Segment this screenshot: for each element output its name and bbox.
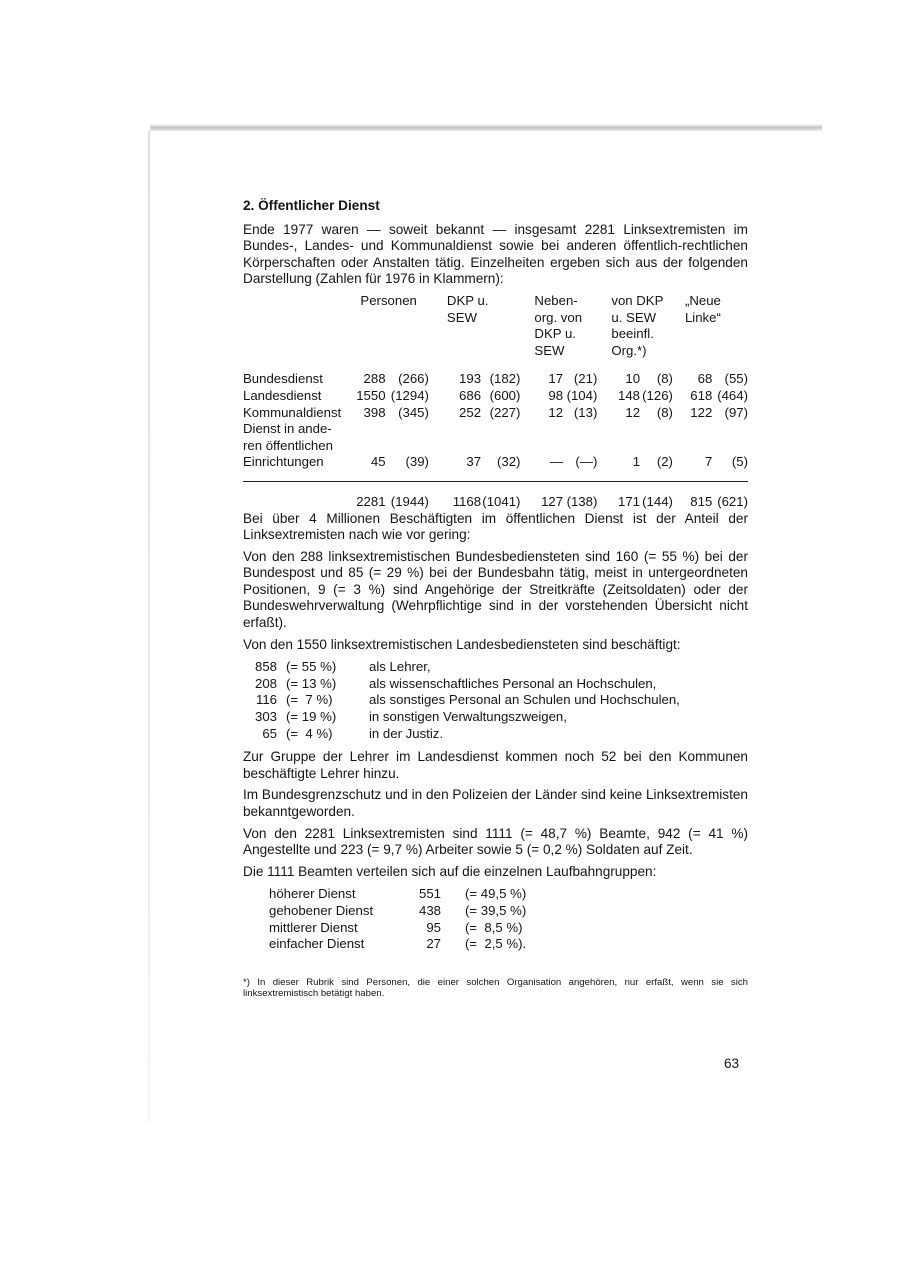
cell-prior-year: (8) <box>656 404 673 420</box>
spacer <box>441 903 465 920</box>
cell-prior-year: (1944) <box>386 481 429 510</box>
column-header <box>597 293 673 371</box>
career-group: höherer Dienst <box>269 886 356 902</box>
row-label-line: Landesdienst <box>243 387 322 403</box>
row-label-line: Bundesdienst <box>243 371 323 387</box>
cell-prior-year: (39) <box>405 454 429 470</box>
list-item <box>243 676 723 693</box>
row-label-line: Kommunaldienst <box>243 404 342 420</box>
scan-left-edge <box>148 131 150 1121</box>
cell-prior-year: (13) <box>573 404 598 420</box>
percentage: (= 13 %) <box>286 675 337 691</box>
cell-prior-year: (1041) <box>481 481 520 510</box>
percentage: (= 49,5 %) <box>465 886 527 902</box>
row-label <box>243 388 350 405</box>
list-item <box>243 709 723 726</box>
table-corner <box>243 293 350 371</box>
count: 95 <box>426 919 441 935</box>
table-row <box>243 421 748 471</box>
header-line: Neben- <box>534 292 578 308</box>
cell-prior-year: (345) <box>398 404 429 420</box>
count: 208 <box>254 675 277 691</box>
header-line: beeinfl. <box>611 326 654 342</box>
description: in sonstigen Verwaltungszweigen, <box>369 709 567 725</box>
row-label <box>243 421 350 471</box>
description: als sonstiges Personal an Schulen und Hochschulen, <box>369 692 680 708</box>
table-row <box>243 371 748 388</box>
table-row <box>243 388 748 405</box>
row-label-line: Dienst in ande- <box>243 421 332 437</box>
cell-value: 17 <box>548 371 564 387</box>
cell-prior-year: (144) <box>640 481 673 510</box>
cell-value: 1 <box>632 454 641 470</box>
cell-value: 68 <box>697 371 713 387</box>
percentage: (= 2,5 %). <box>465 936 527 952</box>
career-group: mittlerer Dienst <box>269 919 358 935</box>
cell-prior-year: (227) <box>489 404 521 420</box>
table-row <box>243 405 748 422</box>
cell-value: 10 <box>625 371 641 387</box>
list-item <box>269 886 526 903</box>
cell-value: 398 <box>363 404 386 420</box>
header-line: Personen <box>360 292 417 308</box>
list-item <box>269 920 526 937</box>
cell-value: 252 <box>459 404 482 420</box>
paragraph-federal: Von den 288 linksextremistischen Bundesbediensteten sind 160 (= 55 %) bei der Bundespost und 85 (= 29 %) bei der Bundesbahn tätig, meist in untergeordneten Positionen, 9 (= 3 %) sind Angehörige der Streitkräfte (Zeitsoldaten) oder der Bundeswehrverwaltung (Wehrpflichtige sind in der vorstehenden Übersicht nicht erfaßt). <box>243 548 748 631</box>
column-header <box>350 293 429 371</box>
column-header <box>520 293 597 371</box>
percentage: (= 8,5 %) <box>465 919 523 935</box>
cell-value: 686 <box>459 387 482 403</box>
cell-value: 1168 <box>429 481 481 510</box>
paragraph-career-intro: Die 1111 Beamten verteilen sich auf die einzelnen Laufbahngruppen: <box>243 863 657 879</box>
career-group: gehobener Dienst <box>269 902 374 918</box>
cell-prior-year: (621) <box>712 481 748 510</box>
cell-prior-year: (2) <box>656 454 673 470</box>
cell-prior-year: (8) <box>656 371 673 387</box>
list-item <box>243 659 723 676</box>
cell-prior-year: (182) <box>489 371 521 387</box>
spacer <box>441 936 465 953</box>
header-line: „Neue <box>684 292 721 308</box>
cell-value: — <box>549 454 564 470</box>
cell-prior-year: (104) <box>566 387 598 403</box>
cell-value: 37 <box>466 454 482 470</box>
intro-paragraph: Ende 1977 waren — soweit bekannt — insgesamt 2281 Linksextremisten im Bundes-, Landes- und Kommunaldienst sowie bei anderen öffentlich-rechtlichen Körperschaften oder Anstalten tätig. Einzelheiten ergeben sich aus der folgenden Darstellung (Zahlen für 1976 in Klammern): <box>243 221 748 287</box>
cell-prior-year: (266) <box>398 371 429 387</box>
column-header <box>673 293 748 371</box>
percentage: (= 55 %) <box>286 659 337 675</box>
cell-value: 7 <box>704 454 713 470</box>
cell-value: 1550 <box>356 387 386 403</box>
page-content <box>243 198 748 1000</box>
list-item <box>243 692 723 709</box>
cell-prior-year: (126) <box>642 387 673 403</box>
footnote: *) In dieser Rubrik sind Personen, die einer solchen Organisation angehören, nur erfaßt, wenn sie sich linksextremistisch betätigt haben. <box>243 976 748 1000</box>
row-label-line: Einrichtungen <box>243 454 324 470</box>
count: 438 <box>418 902 441 918</box>
count: 65 <box>262 725 277 741</box>
cell-prior-year: (464) <box>717 387 748 403</box>
row-label-line: ren öffentlichen <box>243 437 333 453</box>
list-item <box>269 936 526 953</box>
list-item <box>243 726 723 743</box>
row-label <box>243 405 350 422</box>
cell-prior-year: (5) <box>731 454 748 470</box>
cell-prior-year: (32) <box>496 454 521 470</box>
column-header <box>429 293 521 371</box>
cell-value: 122 <box>690 404 713 420</box>
cell-value: 193 <box>459 371 482 387</box>
header-line: SEW <box>446 309 477 325</box>
header-line: SEW <box>534 342 565 358</box>
header-line: von DKP <box>611 292 664 308</box>
cell-prior-year: (97) <box>724 404 748 420</box>
cell-prior-year: (600) <box>489 387 521 403</box>
scan-top-shadow <box>150 124 822 131</box>
cell-prior-year: (138) <box>563 481 597 510</box>
count: 27 <box>426 936 441 952</box>
cell-value: 288 <box>363 371 386 387</box>
cell-value: 2281 <box>350 481 385 510</box>
paragraph-teachers: Zur Gruppe der Lehrer im Landesdienst kommen noch 52 bei den Kommunen beschäftigte Lehrer hinzu. <box>243 749 748 781</box>
statistics-table <box>243 293 748 511</box>
count: 551 <box>418 886 441 902</box>
cell-value: 45 <box>370 454 386 470</box>
cell-prior-year: (55) <box>724 371 748 387</box>
description: als wissenschaftliches Personal an Hochschulen, <box>369 675 657 691</box>
table-spacer <box>243 471 748 482</box>
table-header-row <box>243 293 748 371</box>
spacer <box>441 920 465 937</box>
cell-prior-year: (—) <box>575 454 598 470</box>
cell-prior-year: (21) <box>573 371 598 387</box>
spacer <box>441 886 465 903</box>
header-line: Org.*) <box>611 342 647 358</box>
percentage: (= 7 %) <box>286 692 333 708</box>
list-item <box>269 903 526 920</box>
paragraph-state-intro: Von den 1550 linksextremistischen Landesbediensteten sind beschäftigt: <box>243 636 681 652</box>
cell-value: 618 <box>690 387 713 403</box>
count: 303 <box>254 709 277 725</box>
table-total-row <box>243 481 748 510</box>
description: als Lehrer, <box>369 659 431 675</box>
header-line: org. von <box>534 309 583 325</box>
paragraph-status: Von den 2281 Linksextremisten sind 1111 (= 48,7 %) Beamte, 942 (= 41 %) Angestellte und 223 (= 9,7 %) Arbeiter sowie 5 (= 0,2 %) Soldaten auf Zeit. <box>243 825 748 858</box>
cell-value: 12 <box>548 404 564 420</box>
header-line: DKP u. <box>534 326 576 342</box>
percentage: (= 4 %) <box>286 725 333 741</box>
percentage: (= 39,5 %) <box>465 902 527 918</box>
cell-value: 98 <box>548 387 564 403</box>
count: 116 <box>255 692 277 708</box>
section-heading: 2. Öffentlicher Dienst <box>243 198 380 213</box>
state-employees-list <box>243 659 723 742</box>
cell-value: 148 <box>618 387 641 403</box>
header-line: Linke“ <box>684 309 721 325</box>
cell-prior-year: (1294) <box>390 387 429 403</box>
page-number: 63 <box>724 1056 740 1071</box>
description: in der Justiz. <box>369 725 444 741</box>
career-group: einfacher Dienst <box>269 936 365 952</box>
cell-value: 815 <box>673 481 712 510</box>
header-line: u. SEW <box>611 309 657 325</box>
cell-value: 127 <box>520 481 563 510</box>
row-label <box>243 371 350 388</box>
paragraph-border-police: Im Bundesgrenzschutz und in den Polizeien der Länder sind keine Linksextremisten bekanntgeworden. <box>243 787 748 819</box>
header-line: DKP u. <box>446 292 489 308</box>
cell-value: 12 <box>625 404 641 420</box>
percentage: (= 19 %) <box>286 709 337 725</box>
career-groups-list <box>269 886 526 952</box>
cell-value: 171 <box>597 481 640 510</box>
total-label-cell <box>243 481 350 510</box>
count: 858 <box>254 659 277 675</box>
paragraph-share: Bei über 4 Millionen Beschäftigten im öffentlichen Dienst ist der Anteil der Linksextremisten nach wie vor gering: <box>243 510 748 543</box>
